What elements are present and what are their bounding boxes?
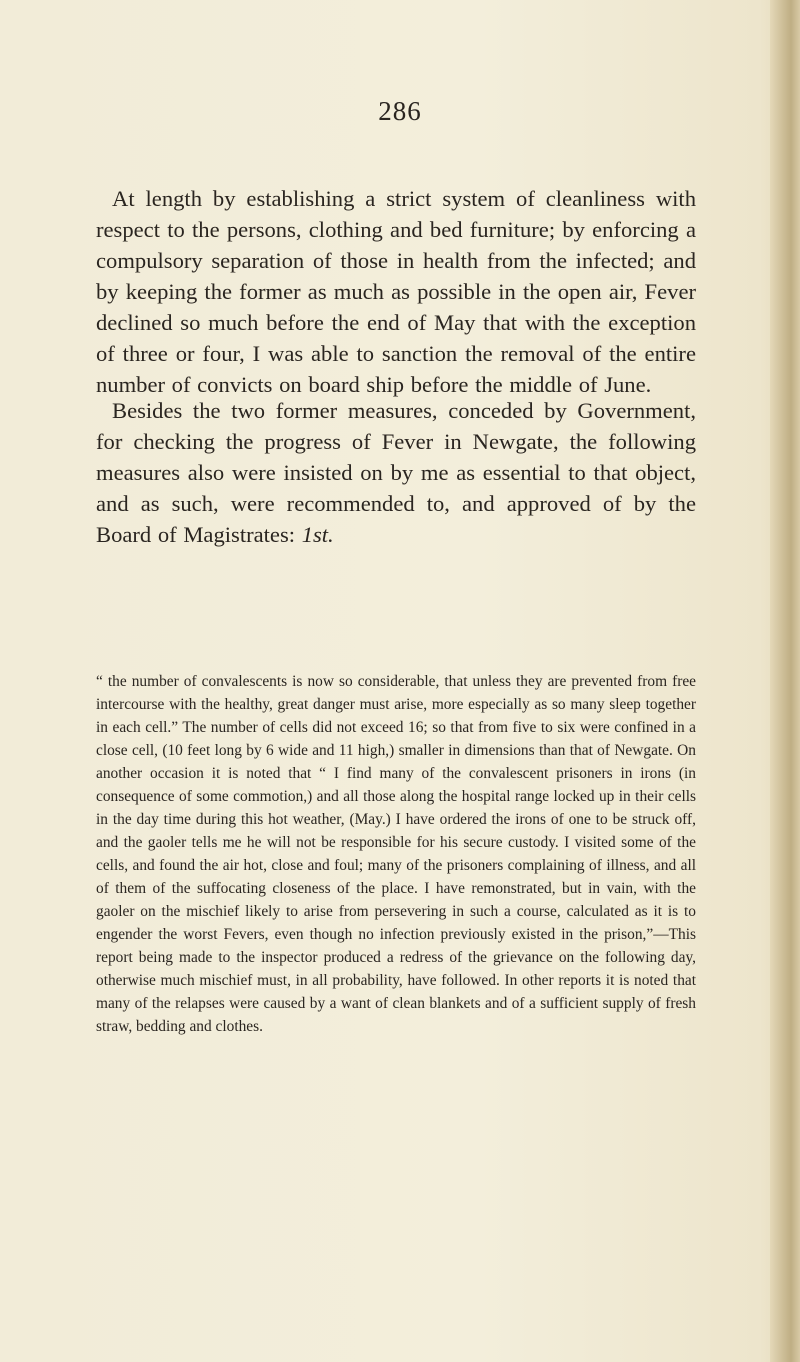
page-number: 286 (378, 96, 422, 126)
page-edge (770, 0, 800, 1362)
ordinal-marker: 1st. (301, 521, 334, 547)
paragraph-text: At length by establishing a strict system of cleanliness with respect to the persons, clothing and bed furniture; by enforcing a compulsory separation of those in health from the infected; and by keeping the former as much as possible in the open air, Fever declined so much before the end of May that with the exception of three or four, I was able to sanction the removal of the entire number of convicts on board ship before the middle of June. (96, 185, 696, 397)
paragraph-text: Besides the two former measures, conceded by Government, for checking the progress of Fever in Newgate, the following measures also were insisted on by me as essential to that object, and as such, were recommended to, and approved of by the Board of Magistrates: (96, 397, 696, 547)
paragraph-measures (96, 395, 696, 550)
footnote: “ the number of convalescents is now so considerable, that unless they are prevented from free intercourse with the healthy, great danger must arise, more especially as so many sleep together in each cell.” The number of cells did not exceed 16; so that from five to six were confined in a close cell, (10 feet long by 6 wide and 11 high,) smaller in dimensions than that of Newgate. On another occasion it is noted that “ I find many of the convalescent prisoners in irons (in consequence of some commotion,) and all those along the hospital range locked up in their cells in the day time during this hot weather, (May.) I have ordered the irons of one to be struck off, and the gaoler tells me he will not be responsible for his secure custody. I visited some of the cells, and found the air hot, close and foul; many of the prisoners complaining of illness, and all of them of the suffocating closeness of the place. I have remonstrated, but in vain, with the gaoler on the mischief likely to arise from persevering in such a course, calculated as it is to engender the worst Fevers, even though no infection previously existed in the prison,”—This report being made to the inspector produced a redress of the grievance on the following day, otherwise much mischief must, in all probability, have followed. In other reports it is noted that many of the relapses were caused by a want of clean blankets and of a sufficient supply of fresh straw, bedding and clothes. (96, 673, 696, 1036)
paragraph-cleanliness (96, 183, 696, 400)
